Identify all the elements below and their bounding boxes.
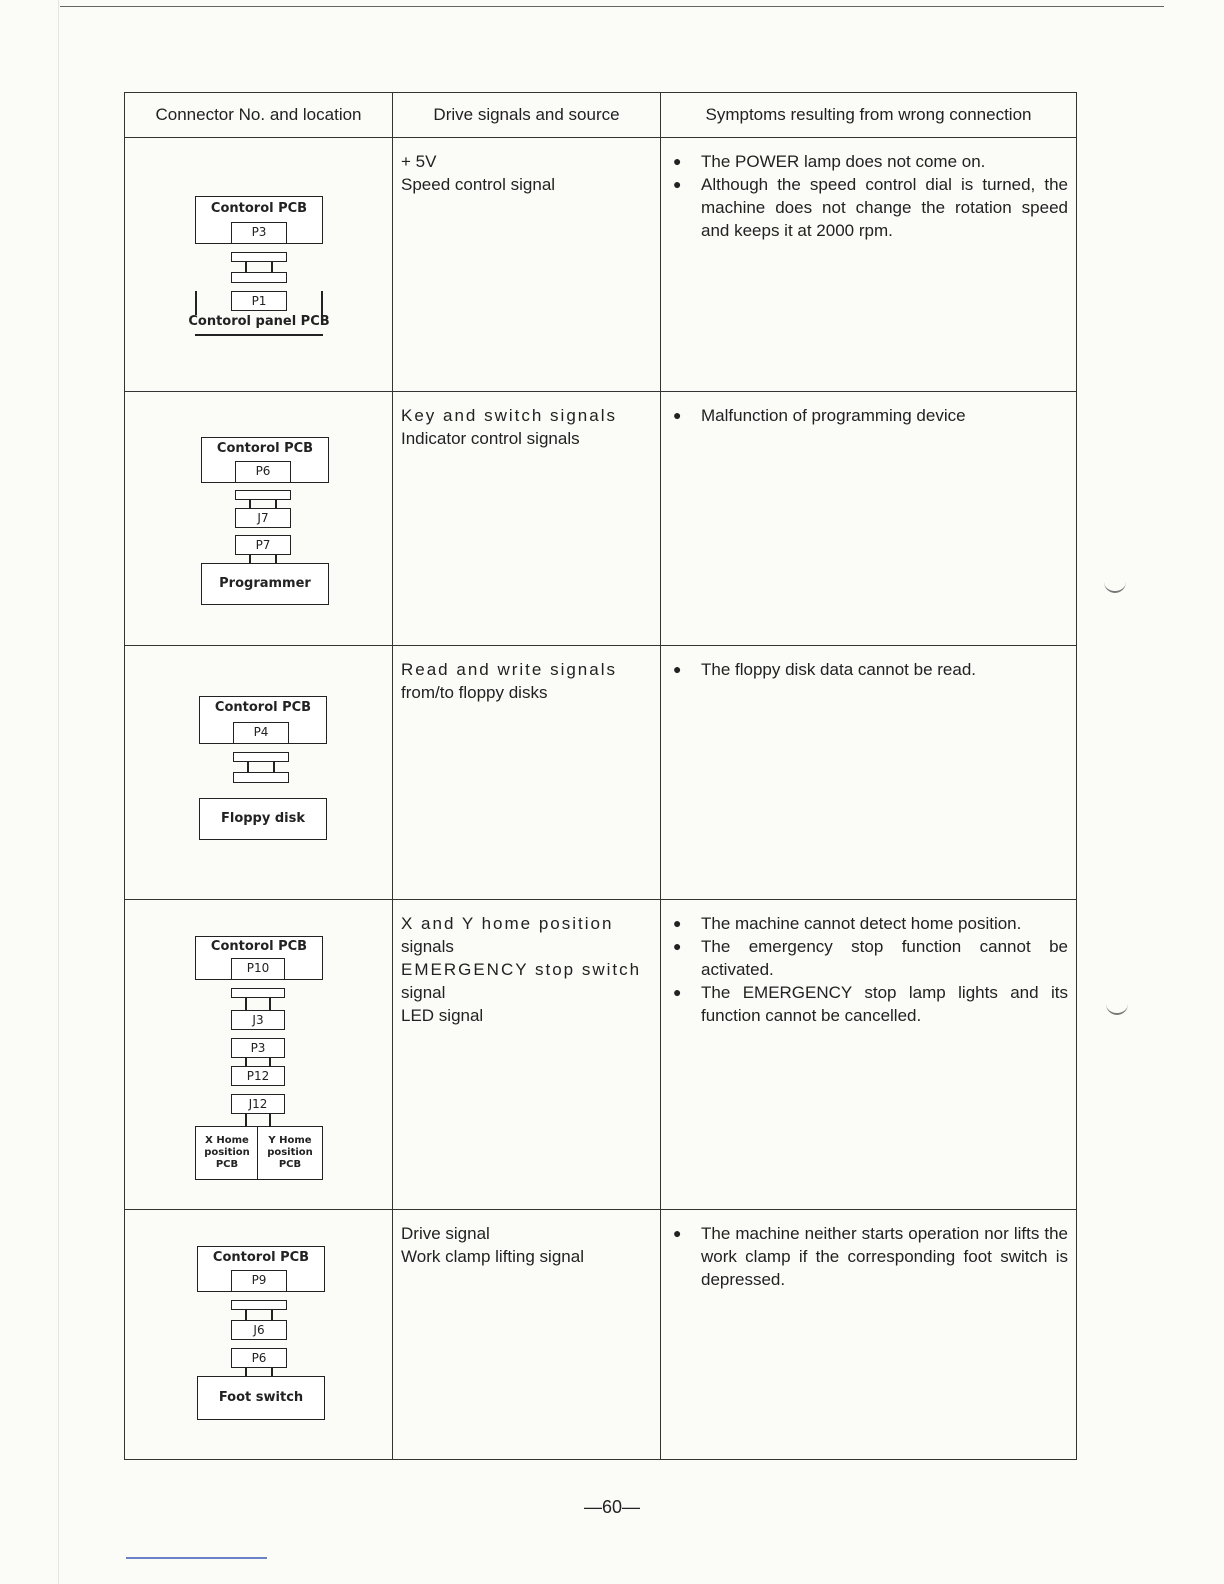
margin-mark (1104, 580, 1126, 593)
connector-pin: P9 (231, 1270, 287, 1292)
connector-pin: P4 (233, 722, 289, 744)
board-label: Programmer (219, 576, 311, 591)
scan-top-edge (60, 0, 1164, 7)
x-home-position-pcb (195, 1126, 259, 1180)
board-label: X Home (205, 1135, 249, 1146)
plug-wire (245, 1058, 247, 1066)
connector-pin: P3 (231, 222, 287, 244)
plug-wire (247, 762, 249, 772)
connector-pin: P10 (231, 958, 285, 980)
plug-wire (271, 262, 273, 272)
symptom-text: Although the speed control dial is turned, the machine does not change the rotation speed and keeps it at 2000 rpm. (701, 175, 1068, 240)
table-header-row (125, 93, 1077, 138)
connector-pin: J3 (231, 1010, 285, 1030)
plug-wire (245, 262, 247, 272)
bullet-icon: ● (673, 915, 682, 931)
symptoms-cell (661, 392, 1077, 646)
plug-wire (275, 500, 277, 508)
header-connector: Connector No. and location (125, 93, 393, 138)
header-signals: Drive signals and source (393, 93, 661, 138)
board-edge (195, 334, 323, 336)
board-edge (321, 291, 323, 315)
bullet-icon: ● (673, 938, 682, 954)
plug-shape (233, 772, 289, 783)
signal-line: Drive signal (401, 1224, 490, 1243)
board-label: PCB (215, 1159, 239, 1170)
board-label: Y Home (268, 1135, 312, 1146)
connector-table (124, 92, 1077, 1460)
connector-pin: P6 (235, 461, 291, 483)
table-row (125, 392, 1077, 646)
list-item (667, 912, 1068, 935)
signal-line: from/to floppy disks (401, 683, 548, 702)
board-label: Contorol PCB (214, 700, 312, 715)
board-label: Foot switch (218, 1390, 304, 1405)
connector-pin: P1 (231, 291, 287, 311)
table-row (125, 1210, 1077, 1460)
plug-shape (231, 988, 285, 998)
board-label: position (267, 1147, 313, 1158)
plug-wire (271, 1310, 273, 1320)
table-row (125, 646, 1077, 900)
symptom-text: The EMERGENCY stop lamp lights and its function cannot be cancelled. (701, 983, 1068, 1025)
signal-line: LED signal (401, 1006, 484, 1025)
list-item (667, 1222, 1068, 1291)
signal-line: Read and write signals (401, 660, 617, 679)
connector-pin: J12 (231, 1094, 285, 1114)
signal-line: signals (401, 937, 454, 956)
connector-diagram-cell (125, 1210, 393, 1460)
bullet-icon: ● (673, 1225, 682, 1241)
signals-cell (393, 138, 661, 392)
signals-cell (393, 1210, 661, 1460)
signal-line: Key and switch signals (401, 406, 617, 425)
plug-wire (249, 555, 251, 563)
signals-cell (393, 900, 661, 1210)
margin-mark (1106, 1002, 1128, 1015)
scan-left-edge (58, 0, 59, 1584)
connector-diagram (125, 900, 392, 1209)
symptom-text: The emergency stop function cannot be activated. (701, 937, 1068, 979)
plug-shape (233, 752, 289, 762)
board-box (197, 1376, 325, 1420)
board-label: Contorol PCB (210, 201, 308, 216)
bullet-icon: ● (673, 984, 682, 1000)
symptoms-cell (661, 646, 1077, 900)
connector-pin: J6 (231, 1320, 287, 1340)
symptom-text: The floppy disk data cannot be read. (701, 660, 977, 679)
list-item (667, 981, 1068, 1027)
signals-cell (393, 392, 661, 646)
connector-diagram (125, 138, 392, 391)
bullet-icon: ● (673, 661, 682, 677)
symptom-text: The machine cannot detect home position. (701, 914, 1022, 933)
plug-wire (245, 1310, 247, 1320)
signal-line: X and Y home position (401, 914, 614, 933)
scan-bottom-mark (126, 1557, 267, 1559)
plug-shape (231, 252, 287, 262)
table-row (125, 138, 1077, 392)
connector-diagram-cell (125, 138, 393, 392)
connector-pin: P3 (231, 1038, 285, 1058)
signal-line: signal (401, 983, 446, 1002)
plug-shape (235, 490, 291, 500)
plug-wire (269, 1058, 271, 1066)
symptoms-cell (661, 138, 1077, 392)
connector-diagram-cell (125, 900, 393, 1210)
bullet-icon: ● (673, 153, 682, 169)
connector-diagram (125, 1210, 392, 1459)
plug-wire (245, 998, 247, 1010)
connector-pin: P6 (231, 1348, 287, 1368)
board-label: PCB (278, 1159, 302, 1170)
board-box (199, 798, 327, 840)
bullet-icon: ● (673, 176, 682, 192)
connector-diagram (125, 646, 392, 899)
plug-wire (273, 762, 275, 772)
plug-wire (269, 1114, 271, 1126)
signal-line: Speed control signal (401, 175, 556, 194)
connector-diagram-cell (125, 646, 393, 900)
plug-shape (231, 1300, 287, 1310)
board-label: Contorol PCB (212, 1250, 310, 1265)
board-label: Contorol PCB (216, 441, 314, 456)
connector-diagram-cell (125, 392, 393, 646)
plug-wire (245, 1368, 247, 1376)
connector-pin: J7 (235, 508, 291, 528)
symptoms-cell (661, 900, 1077, 1210)
page-number: —60— (583, 1497, 641, 1517)
symptom-text: Malfunction of programming device (701, 406, 966, 425)
signal-line: EMERGENCY stop switch (401, 960, 642, 979)
list-item (667, 150, 1068, 173)
board-label: Contorol panel PCB (188, 314, 330, 329)
list-item (667, 173, 1068, 242)
symptom-text: The machine neither starts operation nor lifts the work clamp if the corresponding foot switch is depressed. (701, 1224, 1068, 1289)
table-row (125, 900, 1077, 1210)
board-edge (195, 291, 197, 315)
bullet-icon: ● (673, 407, 682, 423)
plug-wire (245, 1114, 247, 1126)
connector-pin: P12 (231, 1066, 285, 1086)
y-home-position-pcb (257, 1126, 323, 1180)
connector-diagram (125, 392, 392, 645)
signal-line: Work clamp lifting signal (401, 1247, 584, 1266)
header-symptoms: Symptoms resulting from wrong connection (661, 93, 1077, 138)
plug-shape (231, 272, 287, 283)
board-label: Floppy disk (220, 811, 306, 826)
signal-line: + 5V (401, 152, 437, 171)
list-item (667, 404, 1068, 427)
signal-line: Indicator control signals (401, 429, 580, 448)
board-box (201, 563, 329, 605)
connector-pin: P7 (235, 535, 291, 555)
plug-wire (275, 555, 277, 563)
symptom-text: The POWER lamp does not come on. (701, 152, 986, 171)
list-item (667, 935, 1068, 981)
plug-wire (271, 1368, 273, 1376)
plug-wire (269, 998, 271, 1010)
symptoms-cell (661, 1210, 1077, 1460)
board-label: position (204, 1147, 250, 1158)
board-label: Contorol PCB (210, 939, 308, 954)
signals-cell (393, 646, 661, 900)
plug-wire (249, 500, 251, 508)
list-item (667, 658, 1068, 681)
